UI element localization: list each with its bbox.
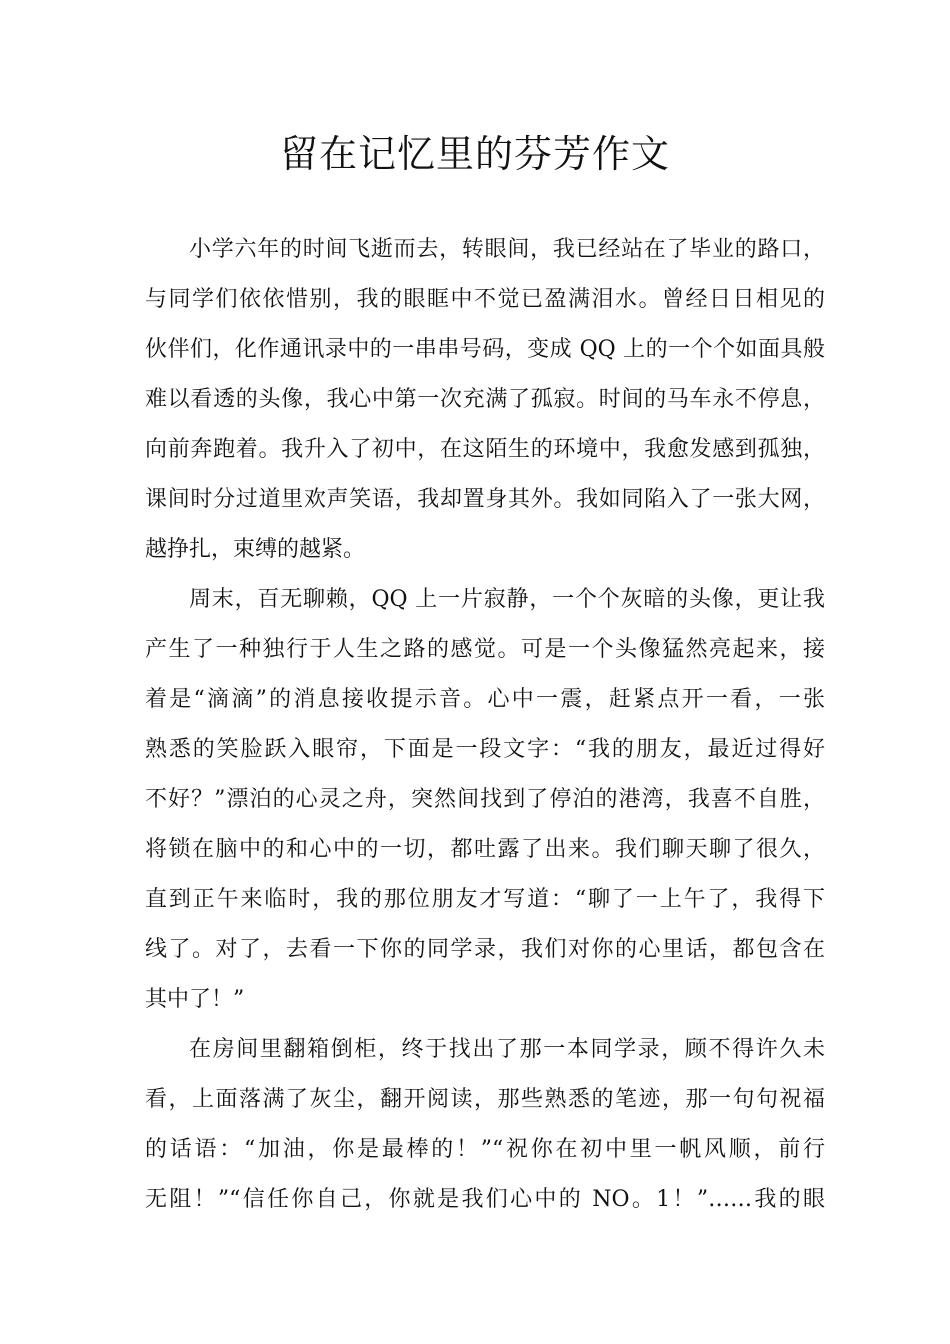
text-line: 伙伴们，化作通讯录中的一串串号码，变成 QQ 上的一个个如面具般 (145, 337, 825, 362)
text-line: 看，上面落满了灰尘，翻开阅读，那些熟悉的笔迹，那一句句祝福 (145, 1087, 825, 1112)
document-body (145, 225, 825, 1225)
text-line: 产生了一种独行于人生之路的感觉。可是一个头像猛然亮起来，接 (145, 637, 825, 662)
text-line: 难以看透的头像，我心中第一次充满了孤寂。时间的马车永不停息， (145, 387, 825, 412)
text-line: 直到正午来临时，我的那位朋友才写道：“聊了一上午了，我得下 (145, 887, 825, 912)
text-line: 无阻！”“信任你自己，你就是我们心中的 NO。1！”……我的眼 (145, 1187, 825, 1212)
text-line: 将锁在脑中的和心中的一切，都吐露了出来。我们聊天聊了很久， (145, 837, 825, 862)
text-line: 着是“滴滴”的消息接收提示音。心中一震，赶紧点开一看，一张 (145, 687, 825, 712)
paragraph-2 (145, 575, 825, 1025)
text-line: 其中了！” (145, 987, 245, 1012)
text-line: 周末，百无聊赖，QQ 上一片寂静，一个个灰暗的头像，更让我 (189, 587, 825, 612)
paragraph-1 (145, 225, 825, 575)
text-line: 线了。对了，去看一下你的同学录，我们对你的心里话，都包含在 (145, 937, 825, 962)
paragraph-3 (145, 1025, 825, 1225)
text-line: 不好？”漂泊的心灵之舟，突然间找到了停泊的港湾，我喜不自胜， (145, 787, 825, 812)
text-line: 熟悉的笑脸跃入眼帘，下面是一段文字：“我的朋友，最近过得好 (145, 737, 825, 762)
text-line: 的话语：“加油，你是最棒的！”“祝你在初中里一帆风顺，前行 (145, 1137, 825, 1162)
text-line: 越挣扎，束缚的越紧。 (145, 537, 366, 562)
text-line: 向前奔跑着。我升入了初中，在这陌生的环境中，我愈发感到孤独， (145, 437, 825, 462)
text-line: 与同学们依依惜别，我的眼眶中不觉已盈满泪水。曾经日日相见的 (145, 287, 825, 312)
text-line: 课间时分过道里欢声笑语，我却置身其外。我如同陷入了一张大网， (145, 487, 825, 512)
document-title: 留在记忆里的芬芳作文 (279, 132, 670, 176)
text-line: 小学六年的时间飞逝而去，转眼间，我已经站在了毕业的路口， (189, 237, 825, 262)
text-line: 在房间里翻箱倒柜，终于找出了那一本同学录，顾不得许久未 (189, 1037, 825, 1062)
